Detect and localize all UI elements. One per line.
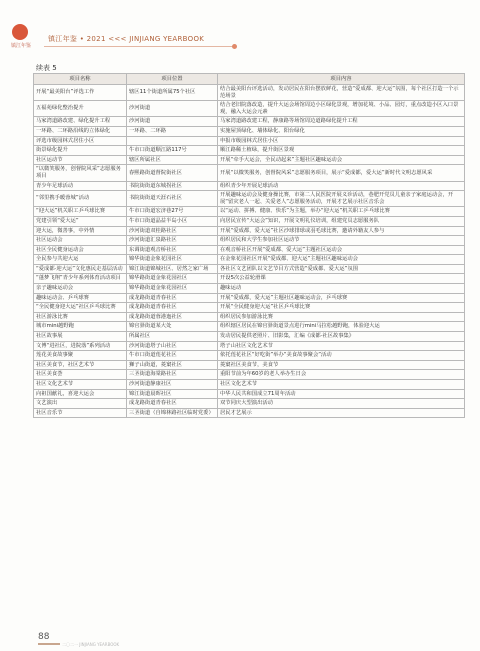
table-title: 续表 5 xyxy=(36,64,57,72)
table-row xyxy=(34,226,465,236)
cell-project-content: 组织青少年开展足球活动 xyxy=(218,181,465,191)
cell-project-location: 书院街街道东城拐社区 xyxy=(127,181,218,191)
table-row xyxy=(34,126,465,136)
cell-project-name: 向祖国献礼，喜迎大运会 xyxy=(34,389,127,399)
cell-project-content: 依托莲花社区“好吃街”举办“美食故事聚会”活动 xyxy=(218,351,465,361)
column-header-name: 项目名称 xyxy=(34,74,127,85)
cell-project-content: 实施屋顶绿化、墙体绿化、阳台绿化 xyxy=(218,126,465,136)
cell-project-location: 成龙路街道青春社区 xyxy=(127,293,218,303)
cell-project-location: 辖区11个街道所属75个社区 xyxy=(127,85,218,101)
cell-project-name: 社区文化艺术节 xyxy=(34,380,127,390)
cell-project-location: 锦华路街道金象花园社区 xyxy=(127,284,218,294)
column-header-content: 项目内容 xyxy=(218,74,465,85)
cell-project-location: 锦官驿街道某大处 xyxy=(127,322,218,332)
table-row xyxy=(34,245,465,255)
cell-project-name: 评选市级园林式居住小区 xyxy=(34,136,127,146)
table-row xyxy=(34,332,465,342)
cell-project-name: 社区美食荟 xyxy=(34,370,127,380)
cell-project-location xyxy=(127,136,218,146)
table-row xyxy=(34,264,465,274)
table-row xyxy=(34,181,465,191)
cell-project-name: 社区美食节，社区艺术节 xyxy=(34,360,127,370)
cell-project-location: 锦江街道锦城社区、居然之家广场 xyxy=(127,264,218,274)
cell-project-location: 牛市口街道莲花社区 xyxy=(127,351,218,361)
cell-project-location: 三圣街道海棠路社区 xyxy=(127,370,218,380)
cell-project-content: 开展“爱成都，爱大运”主题社区趣味运动会，乒乓球赛 xyxy=(218,293,465,303)
cell-project-name: 文博“进社区，进院落”系列活动 xyxy=(34,341,127,351)
cell-project-name: 五福苑绿化整治提升 xyxy=(34,101,127,117)
cell-project-content: 组织辖区居民在锦官驿街道景点进行mini马拉松越野跑，体验迎大运 xyxy=(218,322,465,332)
table-row xyxy=(34,360,465,370)
table-row xyxy=(34,155,465,165)
cell-project-location: 锦华街道金象花园社区 xyxy=(127,255,218,265)
cell-project-content: 组织居民参加游泳比赛 xyxy=(218,312,465,322)
cell-project-content: 发动居民提供老照片、旧影集，汇编《成都·社区故事集》 xyxy=(218,332,465,342)
logo-text: 镇江年鉴 xyxy=(10,43,31,49)
page-header xyxy=(0,0,480,52)
cell-project-location: 成龙路街道青春社区 xyxy=(127,399,218,409)
cell-project-content: 开展“牵手大运会，全民动起来”主题社区趣味运动会 xyxy=(218,155,465,165)
table-row xyxy=(34,207,465,217)
cell-project-location: 锦华路街道金象花园社区 xyxy=(127,274,218,284)
cell-project-content: 组织居民和大学生参加社区运动节 xyxy=(218,236,465,246)
cell-project-name: 全民参与共迎大运 xyxy=(34,255,127,265)
cell-project-location: 牛市口街道宏济巷27号 xyxy=(127,207,218,217)
cell-project-location: 沙河街道静康社区 xyxy=(127,380,218,390)
cell-project-location: 狮子山街道，菱窠社区 xyxy=(127,360,218,370)
cell-project-location: 沙河街道塔子山社区 xyxy=(127,341,218,351)
cell-project-name: “迎大运”机关职工乒乓球比赛 xyxy=(34,207,127,217)
table-row xyxy=(34,236,465,246)
table-row xyxy=(34,255,465,265)
cell-project-location: 书院街街道天涯石社区 xyxy=(127,191,218,207)
footer-caption: 二〇二一 JINJIANG YEARBOOK xyxy=(62,642,120,647)
cell-project-content: 以“运动、拼搏、健康、快乐”为主题，举办“迎大运”机关职工乒乓球比赛 xyxy=(218,207,465,217)
cell-project-location: 牛市口街道晶益半岛小区 xyxy=(127,216,218,226)
cell-project-location: 沙河街道 xyxy=(127,101,218,117)
cell-project-content: 各社区文艺团队以文艺节目方式营造“爱成都、爱大运”氛围 xyxy=(218,264,465,274)
header-rule xyxy=(44,46,234,47)
cell-project-location: 一环路、二环路 xyxy=(127,126,218,136)
cell-project-name: 青少年足球活动 xyxy=(34,181,127,191)
cell-project-name: 一环路、二环路沿线的立体绿化 xyxy=(34,126,127,136)
table-row xyxy=(34,284,465,294)
cell-project-name: 社区故事展 xyxy=(34,332,127,342)
table-row xyxy=(34,380,465,390)
table-row xyxy=(34,312,465,322)
header-title: 镇江年鉴 • 2021 <<< JINJIANG YEARBOOK xyxy=(48,35,205,43)
table-row xyxy=(34,293,465,303)
table-row xyxy=(34,351,465,361)
cell-project-name: “蓬梦飞翔”青少年系列体育活动项目 xyxy=(34,274,127,284)
table-row xyxy=(34,341,465,351)
cell-project-location: 成龙路街道青春社区 xyxy=(127,303,218,313)
table-row xyxy=(34,101,465,117)
cell-project-location: 三圣街道（自锦林路社区临时党委） xyxy=(127,408,218,418)
cell-project-content: 向居民宣传“大运会”知识，开展文明礼仪培训，组建党员志愿服务队 xyxy=(218,216,465,226)
cell-project-name: “全民健身迎大运”社区乒乓球比赛 xyxy=(34,303,127,313)
cell-project-name: 社区音乐节 xyxy=(34,408,127,418)
cell-project-name: 趣味运动会、乒乓球赛 xyxy=(34,293,127,303)
cell-project-content: 马家湾道路改建工程，静康路等场馆周边道路绿化提升工程 xyxy=(218,117,465,127)
table-row xyxy=(34,117,465,127)
cell-project-content: 开展“以微笑服务，创督院风采”志愿服务项目，展示“爱成都，爱大运”新时代文明志愿风采 xyxy=(218,165,465,181)
table-row xyxy=(34,322,465,332)
cell-project-name: 党建引领“爱大运” xyxy=(34,216,127,226)
cell-project-location: 沙河街道 xyxy=(127,117,218,127)
cell-project-content: 中华人民共和国成立71周年活动 xyxy=(218,389,465,399)
cell-project-content: 重阳节前为年60岁的老人举办生日会 xyxy=(218,370,465,380)
cell-project-name: 社区游泳比赛 xyxy=(34,312,127,322)
cell-project-name: 文艺演出 xyxy=(34,399,127,409)
cell-project-name: 社区全民健身运动会 xyxy=(34,245,127,255)
cell-project-location: 牛市口街道顺江路117号 xyxy=(127,146,218,156)
cell-project-name: 开展“最美阳台”评选工作 xyxy=(34,85,127,101)
table-body xyxy=(34,85,465,418)
cell-project-location: 春熙路街道督院街社区 xyxy=(127,165,218,181)
table-row xyxy=(34,408,465,418)
cell-project-content: 塔子山社区文化艺术节 xyxy=(218,341,465,351)
cell-project-location: 沙河街道汇泉路社区 xyxy=(127,236,218,246)
cell-project-name: 亲子趣味运动会 xyxy=(34,284,127,294)
table-row xyxy=(34,389,465,399)
table-row xyxy=(34,216,465,226)
footer-bar xyxy=(38,643,60,645)
project-table xyxy=(33,73,465,418)
cell-project-content: 申报市级园林式居住小区 xyxy=(218,136,465,146)
cell-project-name: “以微笑服务，创督院风采”志愿服务项目 xyxy=(34,165,127,181)
table-row xyxy=(34,136,465,146)
cell-project-content: 在金象花园社区开展“爱成都、迎大运”主题社区趣味运动会 xyxy=(218,255,465,265)
cell-project-content: 社区文化艺术节 xyxy=(218,380,465,390)
table-row xyxy=(34,303,465,313)
cell-project-content: 在观音桥社区开展“爱成都、爱大运”主题社区运动会 xyxy=(218,245,465,255)
cell-project-location: 东调街道观音桥社区 xyxy=(127,245,218,255)
cell-project-content: 居民才艺展示 xyxy=(218,408,465,418)
cell-project-content: 开展“爱成都，爱大运”社区沙球排球或羽毛球比赛，邀请外籍友人参与 xyxy=(218,226,465,236)
cell-project-content: 开设5次公益轮滑课 xyxy=(218,274,465,284)
cell-project-location: 所属社区 xyxy=(127,332,218,342)
header-dot-icon xyxy=(232,44,237,49)
cell-project-content: 开展“全民健身迎大运”社区乒乓球比赛 xyxy=(218,303,465,313)
cell-project-name: 社区运动节 xyxy=(34,155,127,165)
cell-project-location: 辖区所属社区 xyxy=(127,155,218,165)
cell-project-name: 莲花美食故事聚 xyxy=(34,351,127,361)
cell-project-content: 顺江路稀土植绿，提升街区景观 xyxy=(218,146,465,156)
table-row xyxy=(34,370,465,380)
cell-project-content: 菱窠社区美食节，美食节 xyxy=(218,360,465,370)
cell-project-name: 社区运动会 xyxy=(34,236,127,246)
cell-project-name: 迎大运，微善事，中外情 xyxy=(34,226,127,236)
cell-project-name: 街景绿化提升 xyxy=(34,146,127,156)
table-header-row xyxy=(34,74,465,85)
table-row xyxy=(34,191,465,207)
cell-project-content: 开展趣味运动会及健身操比赛，市第二人民医院开展义诊活动，巷肥开党员儿童亲子家庭运动会，开展“留灾老人一起、关爱老人”志愿服务活动，开展才艺展示社区音乐会 xyxy=(218,191,465,207)
cell-project-location: 沙河街道双桂路社区 xyxy=(127,226,218,236)
yearbook-logo-icon xyxy=(12,24,28,40)
cell-project-name: “邻里携手暖蓉城”活动 xyxy=(34,191,127,207)
cell-project-content: 趣味运动 xyxy=(218,284,465,294)
cell-project-name: 城市mini越野跑 xyxy=(34,322,127,332)
table-row xyxy=(34,399,465,409)
table-row xyxy=(34,274,465,284)
table-row xyxy=(34,165,465,181)
column-header-location: 项目位置 xyxy=(127,74,218,85)
cell-project-content: 结合老旧院落改造，提升大运会场馆周边小区绿化景观，增加花境、小品、园灯，重点改造小区入口景观，融入大运会元素 xyxy=(218,101,465,117)
table-row xyxy=(34,85,465,101)
cell-project-location: 成龙路街道蓉港迤社区 xyxy=(127,312,218,322)
page-number: 88 xyxy=(38,632,50,642)
cell-project-name: 马家湾道路改建、绿化提升工程 xyxy=(34,117,127,127)
cell-project-name: “爱成都·迎大运”文化惠民走基层活动 xyxy=(34,264,127,274)
cell-project-location: 锦江街道晨晖社区 xyxy=(127,389,218,399)
cell-project-content: 结合最美阳台评选活动，发动居民在阳台摆放鲜花，营造“爱成都、迎大运”氛围，每个社区打造一个示范场景 xyxy=(218,85,465,101)
cell-project-content: 双节同庆大型演出活动 xyxy=(218,399,465,409)
table-row xyxy=(34,146,465,156)
